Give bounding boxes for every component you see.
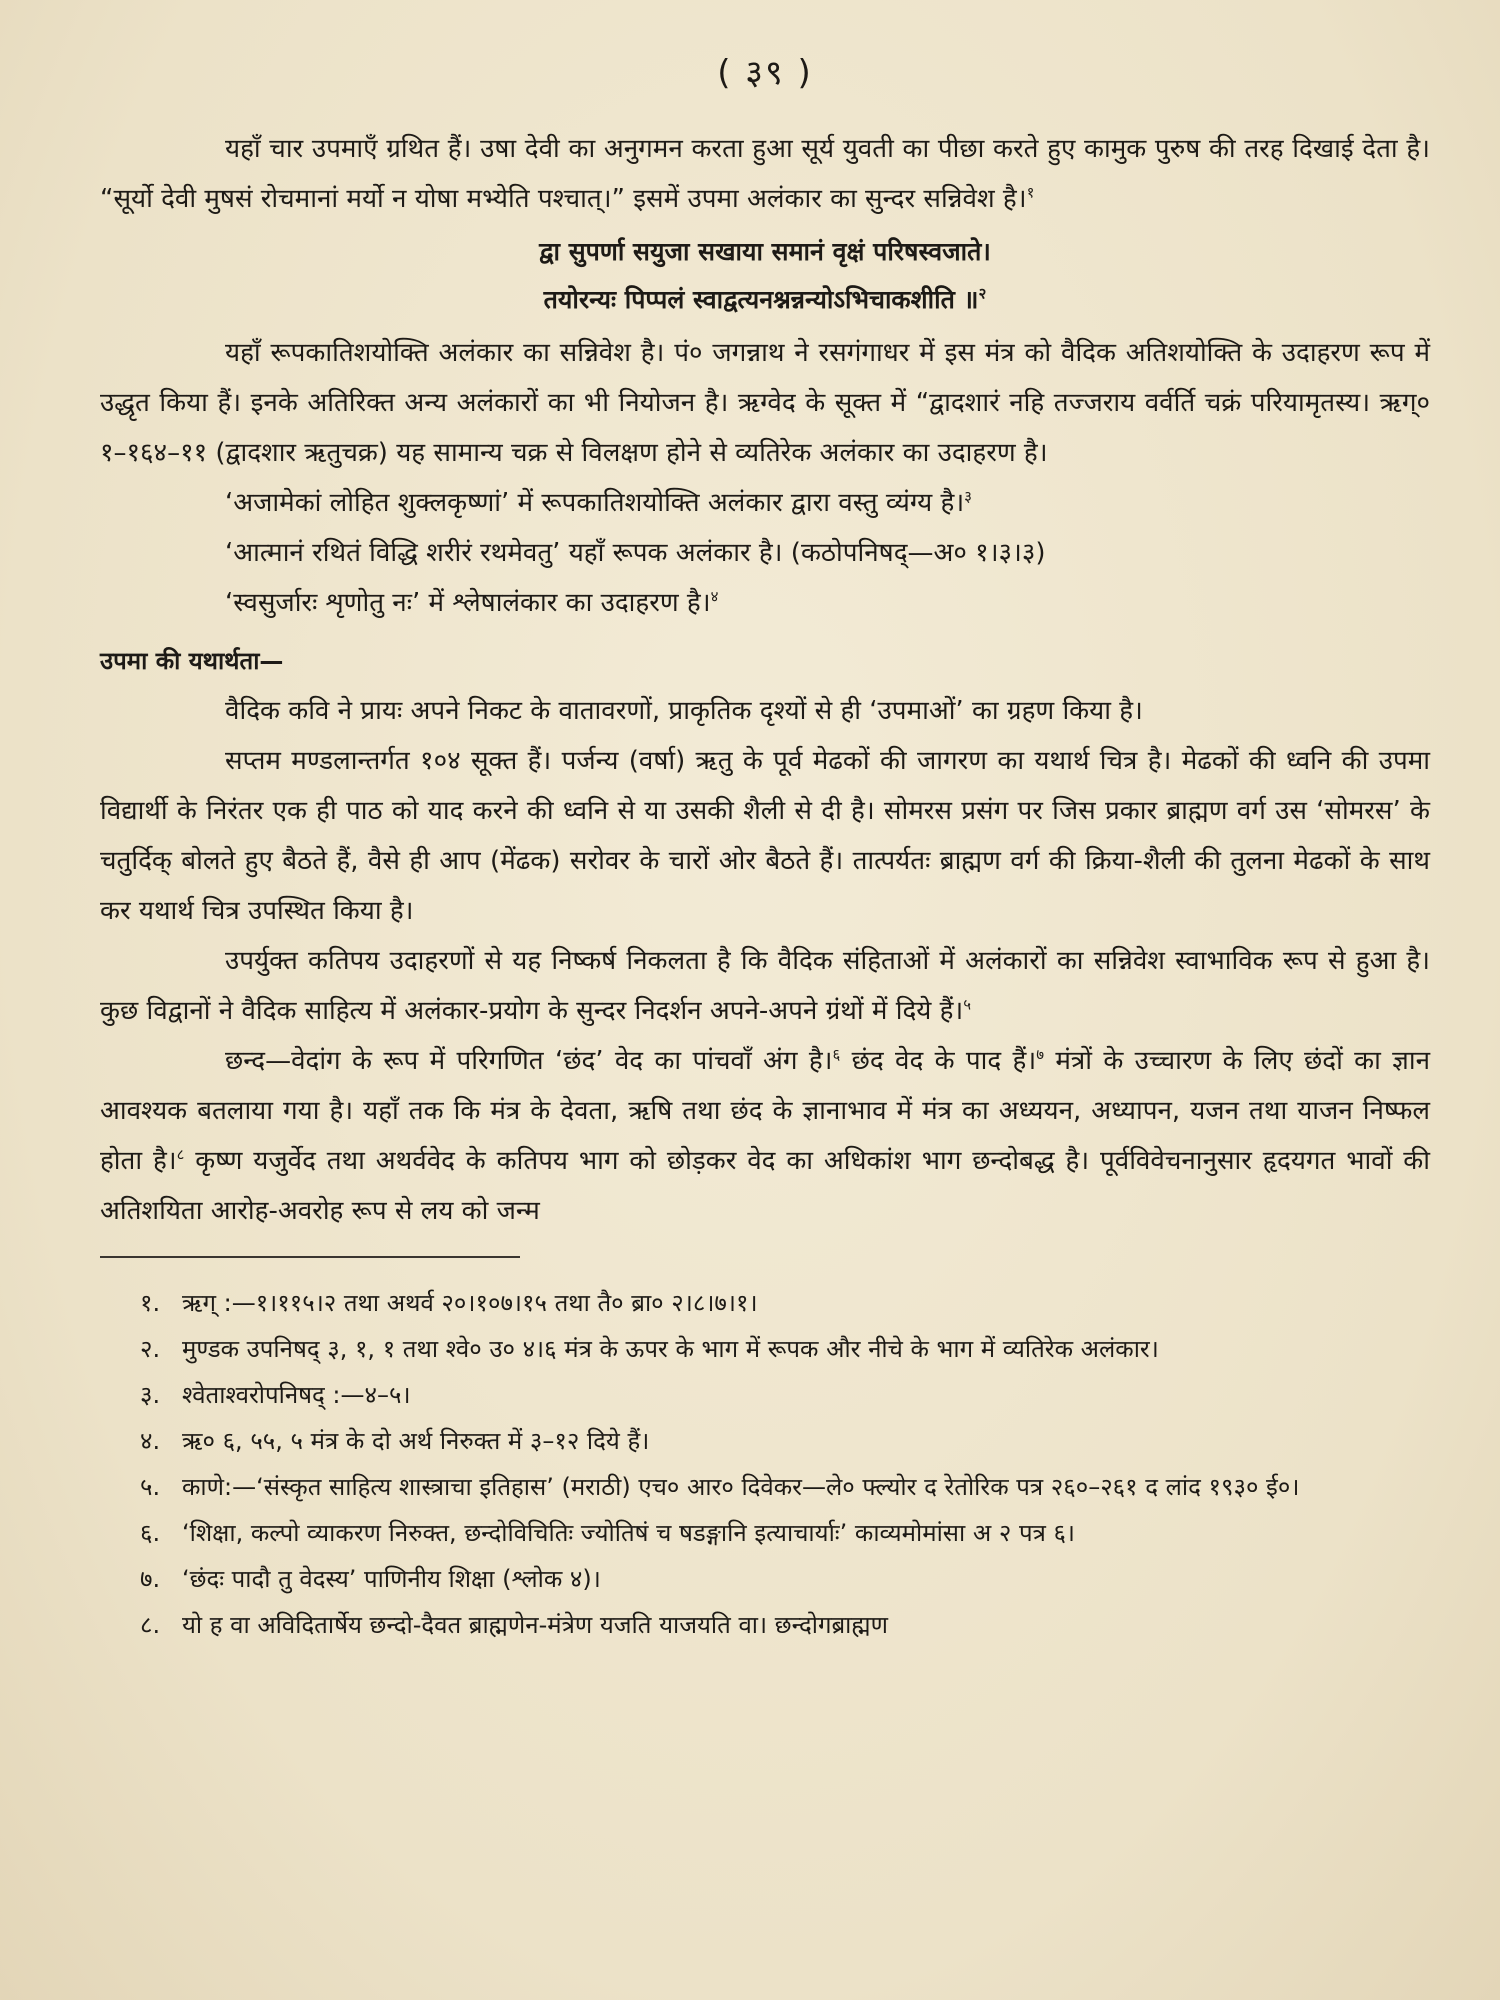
footnote-number: ५.: [140, 1473, 161, 1501]
paragraph-4: ‘आत्मानं रथितं विद्धि शरीरं रथमेवतु’ यहाँ रूपक अलंकार है। (कठोपनिषद्—अ० १।३।३): [225, 538, 1046, 568]
footnote-item: [140, 1420, 1430, 1462]
footnote-text: यो ह वा अविदितार्षेय छन्दो-दैवत ब्राह्मणेन-मंत्रेण यजति याजयति वा। छन्दोगब्राह्मण: [182, 1611, 888, 1639]
paragraph-8-text: उपर्युक्त कतिपय उदाहरणों से यह निष्कर्ष निकलता है कि वैदिक संहिताओं में अलंकारों का सन्निवेश स्वाभाविक रूप से हुआ है। कुछ विद्वानों ने वैदिक साहित्य में अलंकार-प्रयोग के सुन्दर निदर्शन अपने-अपने ग्रंथों में दिये हैं।: [100, 946, 1430, 1026]
paragraph-9: [100, 1036, 1430, 1236]
paragraph-5-text: ‘स्वसुर्जारः शृणोतु नः’ में श्लेषालंकार का उदाहरण है।: [225, 588, 711, 618]
footnote-ref-1[interactable]: १: [1026, 183, 1035, 202]
footnote-item: [140, 1558, 1430, 1600]
footnote-list: [140, 1282, 1430, 1646]
footnote-item: [140, 1466, 1430, 1508]
paragraph-9-text-a: छन्द—वेदांग के रूप में परिगणित ‘छंद’ वेद का पांचवाँ अंग है।: [225, 1046, 833, 1076]
section-heading: उपमा की यथार्थता—: [100, 647, 284, 675]
sanskrit-verse: [100, 228, 1430, 324]
footnote-text: ‘शिक्षा, कल्पो व्याकरण निरुक्त, छन्दोविचितिः ज्योतिषं च षडङ्गानि इत्याचार्याः’ काव्यमोमांसा अ २ पत्र ६।: [182, 1519, 1076, 1547]
paragraph-7: सप्तम मण्डलान्तर्गत १०४ सूक्त हैं। पर्जन्य (वर्षा) ऋतु के पूर्व मेढकों की जागरण का यथार्थ चित्र है। मेढकों की ध्वनि की उपमा विद्यार्थी के निरंतर एक ही पाठ को याद करने की ध्वनि से या उसकी शैली से दी है। सोमरस प्रसंग पर जिस प्रकार ब्राह्मण वर्ग उस ‘सोमरस’ के चतुर्दिक् बोलते हुए बैठते हैं, वैसे ही आप (मेंढक) सरोवर के चारों ओर बैठते हैं। तात्पर्यतः ब्राह्मण वर्ग की क्रिया-शैली की तुलना मेढकों के साथ कर यथार्थ चित्र उपस्थित किया है।: [100, 746, 1430, 926]
verse-line-2-text: तयोरन्यः पिप्पलं स्वाद्वत्यनश्नन्नन्योऽभिचाकशीति ॥: [543, 285, 979, 314]
footnote-ref-7[interactable]: ७: [1036, 1045, 1045, 1064]
footnote-ref-2[interactable]: २: [978, 284, 987, 303]
paragraph-9-text-c: मंत्रों के उच्चारण के लिए छंदों का ज्ञान आवश्यक बतलाया गया है। यहाँ तक कि मंत्र के देवता, ऋषि तथा छंद के ज्ञानाभाव में मंत्र का अध्ययन, अध्यापन, यजन तथा याजन निष्फल होता है।: [100, 1046, 1431, 1176]
footnote-ref-4[interactable]: ४: [710, 587, 719, 606]
footnote-ref-5[interactable]: ५: [963, 995, 972, 1014]
footnote-number: ४.: [140, 1427, 161, 1455]
footnote-divider: [100, 1256, 520, 1258]
verse-line-1: द्वा सुपर्णा सयुजा सखाया समानं वृक्षं परिषस्वजाते।: [539, 237, 991, 266]
paragraph-5: [100, 578, 1430, 628]
footnote-text: मुण्डक उपनिषद् ३, १, १ तथा श्वे० उ० ४।६ मंत्र के ऊपर के भाग में रूपक और नीचे के भाग में व्यतिरेक अलंकार।: [182, 1335, 1159, 1363]
verse-line-2: [100, 276, 1430, 324]
footnote-item: [140, 1604, 1430, 1646]
footnote-text: श्वेताश्वरोपनिषद् :—४–५।: [182, 1381, 411, 1409]
page-number: ( ३९ ): [717, 53, 813, 93]
paragraph-9-text-d: कृष्ण यजुर्वेद तथा अथर्ववेद के कतिपय भाग को छोड़कर वेद का अधिकांश भाग छन्दोबद्ध है। पूर्वविवेचनानुसार हृदयगत भावों की अतिशयिता आरोह-अवरोह रूप से लय को जन्म: [100, 1146, 1430, 1226]
paragraph-9-text-b: छंद वेद के पाद हैं।: [840, 1046, 1037, 1076]
footnote-ref-8[interactable]: ८: [176, 1145, 185, 1164]
footnote-ref-3[interactable]: ३: [964, 487, 972, 506]
footnote-item: [140, 1374, 1430, 1416]
footnote-text: ‘छंदः पादौ तु वेदस्य’ पाणिनीय शिक्षा (श्लोक ४)।: [182, 1565, 601, 1593]
footnote-number: ८.: [140, 1611, 161, 1639]
footnote-number: १.: [140, 1289, 161, 1317]
paragraph-3-text: ‘अजामेकां लोहित शुक्लकृष्णां’ में रूपकातिशयोक्ति अलंकार द्वारा वस्तु व्यंग्य है।: [225, 488, 965, 518]
paragraph-2: यहाँ रूपकातिशयोक्ति अलंकार का सन्निवेश है। पं० जगन्नाथ ने रसगंगाधर में इस मंत्र को वैदिक अतिशयोक्ति के उदाहरण रूप में उद्धृत किया हैं। इनके अतिरिक्त अन्य अलंकारों का भी नियोजन है। ऋग्वेद के सूक्त में “द्वादशारं नहि तज्जराय वर्वर्ति चक्रं परियामृतस्य। ऋग्० १–१६४–११ (द्वादशार ऋतुचक्र) यह सामान्य चक्र से विलक्षण होने से व्यतिरेक अलंकार का उदाहरण है।: [100, 338, 1430, 468]
paragraph-1: [100, 124, 1430, 224]
footnote-text: काणे:—‘संस्कृत साहित्य शास्त्राचा इतिहास’ (मराठी) एच० आर० दिवेकर—ले० फ्ल्योर द रेतोरिक पत्र २६०–२६१ द लांद १९३० ई०।: [182, 1473, 1300, 1501]
footnote-item: [140, 1512, 1430, 1554]
footnote-number: ३.: [140, 1381, 161, 1409]
paragraph-3: [100, 478, 1430, 528]
footnote-number: ७.: [140, 1565, 161, 1593]
footnote-item: [140, 1282, 1430, 1324]
footnote-number: २.: [140, 1335, 161, 1363]
footnote-text: ऋ० ६, ५५, ५ मंत्र के दो अर्थ निरुक्त में ३–१२ दिये हैं।: [182, 1427, 650, 1455]
footnote-ref-6[interactable]: ६: [832, 1045, 841, 1064]
paragraph-1-text: यहाँ चार उपमाएँ ग्रथित हैं। उषा देवी का अनुगमन करता हुआ सूर्य युवती का पीछा करते हुए कामुक पुरुष की तरह दिखाई देता है। “सूर्यो देवी मुषसं रोचमानां मर्यो न योषा मभ्येति पश्चात्।” इसमें उपमा अलंकार का सुन्दर सन्निवेश है।: [100, 134, 1430, 214]
footnote-number: ६.: [140, 1519, 161, 1547]
paragraph-8: [100, 936, 1430, 1036]
footnote-item: [140, 1328, 1430, 1370]
footnote-text: ऋग् :—१।११५।२ तथा अथर्व २०।१०७।१५ तथा तै० ब्रा० २।८।७।१।: [182, 1289, 758, 1317]
paragraph-6: वैदिक कवि ने प्रायः अपने निकट के वातावरणों, प्राकृतिक दृश्यों से ही ‘उपमाओं’ का ग्रहण किया है।: [225, 696, 1143, 726]
